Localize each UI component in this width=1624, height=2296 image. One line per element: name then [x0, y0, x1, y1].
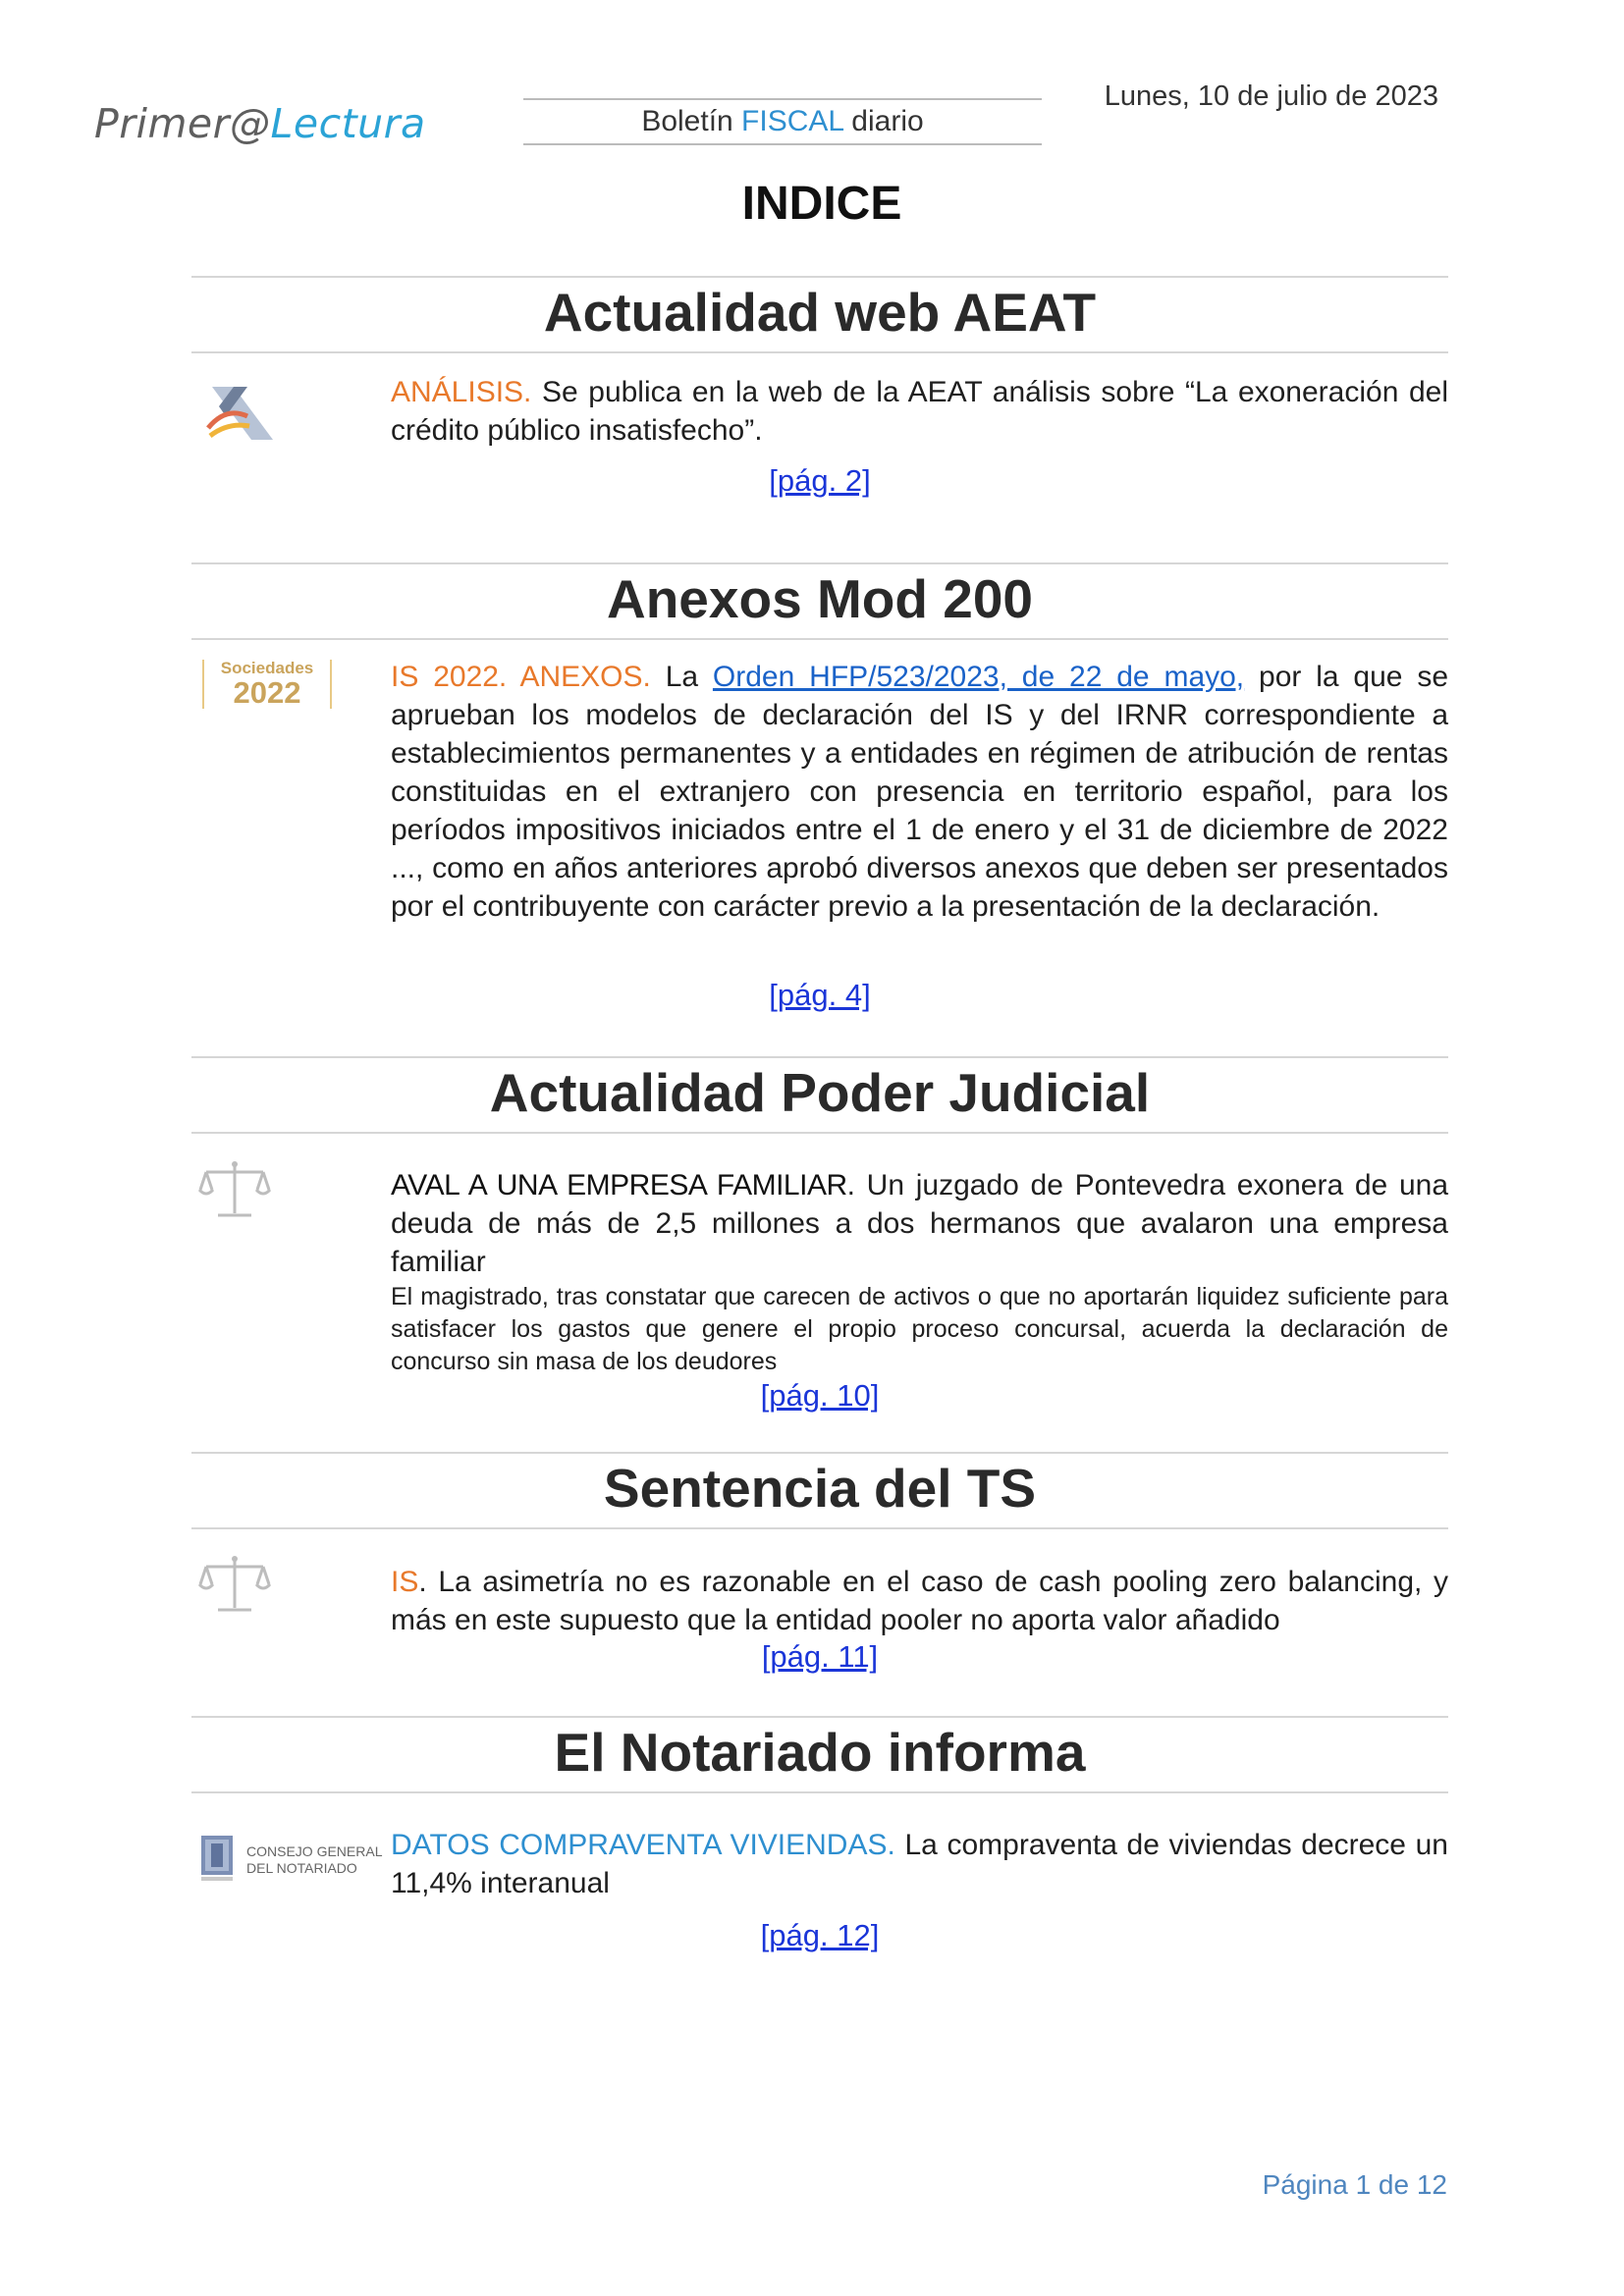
section-divider-top: [191, 1056, 1448, 1058]
section-summary-anexos: IS 2022. ANEXOS. La Orden HFP/523/2023, de 22 de mayo, por la que se aprueban los modelos de declaración del IS y del IRNR correspondiente a establecimientos permanentes y a entidades en régimen de atribución de rentas constituidas en el extranjero con presencia en territorio español, para los períodos impositivos iniciados entre el 1 de enero y el 31 de diciembre de 2022 ..., como en años anteriores aprobó diversos anexos que deben ser presentados por el contribuyente con carácter previo a la presentación de la declaración.: [391, 661, 1449, 923]
scales-of-justice-icon: [198, 1158, 271, 1221]
section-divider-bottom: [191, 1132, 1448, 1134]
section-divider-top: [191, 1716, 1448, 1718]
page-ref-11: [191, 1639, 1448, 1675]
page-link-11[interactable]: [pág. 11]: [761, 1639, 879, 1674]
section-divider-top: [191, 276, 1448, 278]
bulletin-title: Boletín FISCAL diario: [523, 98, 1042, 145]
page-link-4[interactable]: [pág. 4]: [769, 978, 871, 1012]
section-summary-notariado: DATOS COMPRAVENTA VIVIENDAS. La compraventa de viviendas decrece un 11,4% interanual: [391, 1829, 1448, 1899]
page-link-10[interactable]: [pág. 10]: [760, 1378, 880, 1413]
section-summary-aeat: ANÁLISIS. Se publica en la web de la AEAT análisis sobre “La exoneración del crédito público insatisfecho”.: [391, 376, 1448, 447]
page-ref-4: [191, 978, 1448, 1013]
scales-of-justice-icon: [198, 1553, 271, 1616]
sociedades-2022-icon: Sociedades 2022: [202, 660, 332, 709]
section-divider-top: [191, 562, 1448, 564]
section-summary-poder-judicial: AVAL A UNA EMPRESA FAMILIAR. Un juzgado de Pontevedra exonera de una deuda de más de 2,5 millones a dos hermanos que avalaron una empresa familiar: [391, 1169, 1449, 1278]
page-link-2[interactable]: [pág. 2]: [769, 463, 871, 498]
aeat-logo-icon: [204, 383, 279, 444]
page-ref-12: [191, 1918, 1448, 1953]
section-divider-bottom: [191, 351, 1448, 353]
section-divider-bottom: [191, 638, 1448, 640]
consejo-general-notariado-logo-icon: CONSEJO GENERAL DEL NOTARIADO: [199, 1830, 376, 1889]
section-divider-top: [191, 1452, 1448, 1454]
page-ref-2: [191, 463, 1448, 499]
page-link-12[interactable]: [pág. 12]: [760, 1918, 880, 1952]
section-title-aeat: Actualidad web AEAT: [543, 282, 1097, 343]
section-subtext-poder-judicial: El magistrado, tras constatar que carecen de activos o que no aportarán liquidez suficiente para satisfacer los gastos que genere el propio proceso concursal, acuerda la declaración de concurso sin masa de los deudores: [391, 1283, 1448, 1375]
index-title: INDICE: [741, 178, 902, 230]
section-title-notariado: El Notariado informa: [554, 1722, 1086, 1783]
section-summary-sentencia-ts: IS. La asimetría no es razonable en el caso de cash pooling zero balancing, y más en este supuesto que la entidad pooler no aporta valor añadido: [391, 1566, 1448, 1636]
orden-hfp-link[interactable]: Orden HFP/523/2023, de 22 de mayo,: [712, 661, 1245, 693]
section-divider-bottom: [191, 1527, 1448, 1529]
section-title-anexos: Anexos Mod 200: [606, 568, 1033, 629]
section-divider-bottom: [191, 1791, 1448, 1793]
primera-lectura-logo: Primer@Lectura: [94, 100, 426, 147]
bulletin-date: Lunes, 10 de julio de 2023: [1104, 80, 1438, 112]
page-ref-10: [191, 1378, 1448, 1414]
section-title-poder-judicial: Actualidad Poder Judicial: [489, 1062, 1151, 1123]
page-number: Página 1 de 12: [1262, 2169, 1447, 2200]
section-title-sentencia-ts: Sentencia del TS: [603, 1458, 1037, 1519]
